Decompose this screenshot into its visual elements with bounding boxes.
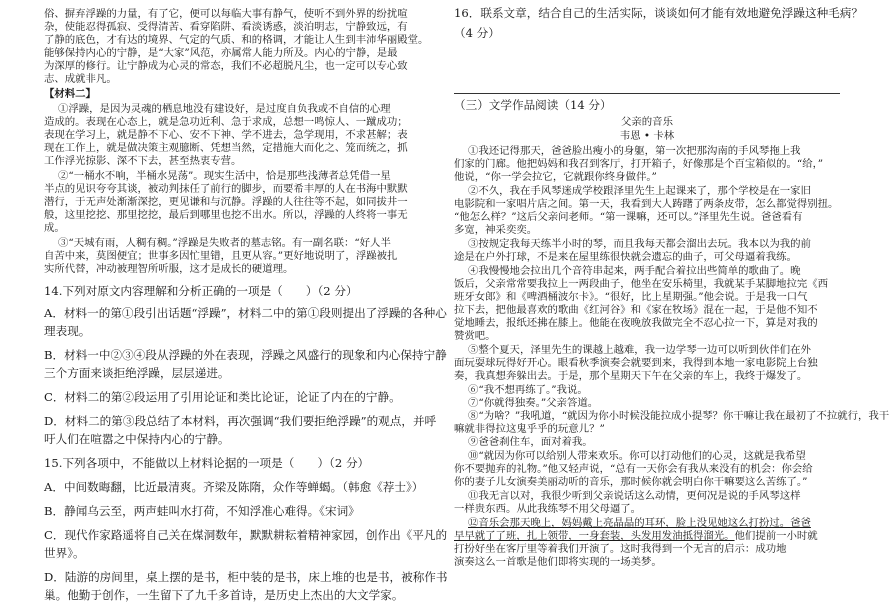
dialog-line: ⑧“为啥？”我吼道，“就因为你小时候没能拉成小提琴？你干嘛让我在最初了不拉就行，我干 bbox=[468, 410, 889, 422]
text-line: 打扮好坐在客厅里等着我们开演了。这时我得到一个无言的启示：成功地 bbox=[454, 543, 787, 555]
dialog-line: ⑥“我不想再练了。”我说。 bbox=[468, 384, 588, 396]
text-line: ⑪我无言以对，我很少听到父亲说话这么动情，更何况是说的手风琴这样 bbox=[468, 490, 801, 502]
text-line: 面玩耍球玩得好开心。眼看秋季演奏会就要到来，我得到本地一家电影院上台独 bbox=[454, 357, 818, 369]
text-line: 觉地睡去，报纸还拂在膝上。他能在夜晚放我做完全不忍心拉一下，算是对我的 bbox=[454, 317, 818, 329]
q15-option-a: A．中间数晦翻，比近最清爽。齐梁及陈隋，众作等蝉蝎。（韩愈《荐士》） bbox=[44, 480, 424, 494]
text-line: 表现在学习上，就是静不下心、安不下神、学不进去，急学现用，不求甚解；表 bbox=[44, 129, 408, 141]
text-line: 自苦中来，莫图便宜；世事多因忙里错，且更从容。”更好地说明了，浮躁被扎 bbox=[44, 250, 398, 262]
text-line: 一样贵东西。从此我练琴不用父母逼了。 bbox=[454, 503, 642, 515]
text-line: ③“天城有雨，人稠有稠。”浮躁是失败者的墓志铭。有一副名联：“好人半 bbox=[58, 237, 391, 249]
text-line: 杂，使能忍得孤寂、受得清苦、看穿陷阱、看淡诱惑，淡泊明志，宁静致远，有 bbox=[44, 21, 408, 33]
question-14-stem: 14.下列对原文内容理解和分析正确的一项是（ ）（2 分） bbox=[44, 284, 358, 298]
text-line: 俗、摒弃浮躁的力量，有了它，便可以每临大事有静气，使听不到外界的纷扰喧 bbox=[44, 8, 408, 20]
underlined-passage: ⑫音乐会那天晚上，妈妈戴上亮晶晶的耳环，脸上没见她这么打扮过。爸爸 bbox=[468, 517, 811, 529]
dialog-line: 嘛就非得拉这鬼乎乎的玩意儿？” bbox=[454, 423, 605, 435]
text-line: 途是在户外打球，不是来在屋里练很快就会遗忘的曲子，可父母逼着我练。 bbox=[454, 251, 797, 263]
text-line bbox=[454, 530, 840, 543]
q15-option-d: 巢。他勤于创作，一生留下了九千多首诗，是历史上杰出的大文学家。 bbox=[44, 588, 404, 602]
article-title: 父亲的音乐 bbox=[621, 116, 673, 128]
text-line: 半点的见识夸夸其谈，被动判抹任了前行的脚步，而要希丰厚的人在书海中默默 bbox=[44, 183, 408, 195]
q14-option-d: D．材料二的第③段总结了本材料，再次强调“我们要拒绝浮躁”的观点，并呼 bbox=[44, 414, 437, 428]
text-line: 你的妻子儿女演奏美丽动听的音乐，那时候你就会明白你干嘛要这么苦练了。” bbox=[454, 476, 808, 488]
text-line: 工作浮光掠影、深不下去，甚至热衷专营。 bbox=[44, 155, 242, 167]
text-line: 电影院和一家唱片店之间。第一天，我看到大人踌躇了两条皮带，怎么都觉得别扭。 bbox=[454, 198, 839, 210]
text-line: 奏，我真想奔躲出去。于是，那个星期天下午在父亲的车上，我终于爆发了。 bbox=[454, 370, 808, 382]
text-line: 你不要抛弃的礼物。”他又轻声说，“总有一天你会有我从来没有的机会：你会给 bbox=[454, 463, 813, 475]
text-line: 成。 bbox=[44, 222, 65, 234]
q14-option-b: B．材料一中②③④段从浮躁的外在表现，浮躁之风盛行的现象和内心保持宁静 bbox=[44, 348, 447, 362]
text-line: ④我慢慢地会拉出几个音符串起来，两手配合着拉出些简单的歌曲了。晚 bbox=[468, 265, 801, 277]
text-line: 能够保持内心的宁静，是“大家”风范，亦属常人能力所及。内心的宁静，是最 bbox=[44, 47, 398, 59]
text-line: 实所代替，冲动被理智所听服，这才是成长的硬道理。 bbox=[44, 263, 294, 275]
text-line: 们家的门廊。他把妈妈和我召到客厅，打开箱子，好像那是个百宝箱似的。“给，” bbox=[454, 158, 824, 170]
text-line: 他说，“你一学会拉它，它就跟你终身做伴。” bbox=[454, 171, 657, 183]
material-two-heading: 【材料二】 bbox=[44, 88, 96, 100]
q14-option-b: 三个方面来谈拒绝浮躁，层层递进。 bbox=[44, 366, 230, 380]
text-line: 了静的底色，才有达的境界、气定的气质、和的格调，才能让人生到丰沛华丽殿堂。 bbox=[44, 34, 429, 46]
dialog-line: ⑨爸爸刹住车，面对着我。 bbox=[468, 436, 593, 448]
dialog-line: ⑦“你就得独奏。”父亲答道。 bbox=[468, 397, 599, 409]
question-16-stem: （4 分） bbox=[454, 26, 500, 40]
article-author: 韦恩 • 卡林 bbox=[619, 130, 675, 142]
underlined-passage: 早早就了了班，扎上领带，一身套装，头发用发油抵得溜光。 bbox=[454, 530, 735, 542]
text-line: 为深厚的修行。让宁静成为心灵的常态，我们不必超脱凡尘，也一定可以专心致 bbox=[44, 60, 408, 72]
text-line: ③按规定我每天练半小时的琴，而且我每天都会溜出去玩。我本以为我的前 bbox=[468, 238, 811, 250]
text-line: 潜行，于无声处渐渐深挖，更见谦和与沉静。浮躁的人往往等不起，如同拔井一 bbox=[44, 196, 408, 208]
q14-option-c: C．材料二的第②段运用了引用论证和类比论证，论证了内在的宁静。 bbox=[44, 390, 401, 404]
text-line: 现在工作上，就是做决策主观臆断、凭想当然，定措施大而化之、笼而统之，抓 bbox=[44, 142, 408, 154]
question-15-stem: 15.下列各项中，不能做以上材料论据的一项是（ ）（2 分） bbox=[44, 456, 370, 470]
text-line: 志、成就非凡。 bbox=[44, 73, 117, 85]
q15-option-b: B．静闻乌云至，两声蛙叫水打荷，不知浮准心难得。《宋词》 bbox=[44, 504, 360, 518]
answer-divider bbox=[454, 93, 840, 94]
text-line: “他怎么样？”这后父亲问老师。“第一课嘛，还可以。”泽里先生说。爸爸看有 bbox=[454, 211, 803, 223]
text-line: 班牙女郎》和《啤酒桶波尔卡》。“很好，比上星期强。”他会说。于是我一口气 bbox=[454, 291, 808, 303]
text-line: 般，这里挖挖、那里挖挖，最后到哪里也挖不出水。所以，浮躁的人终将一事无 bbox=[44, 209, 408, 221]
text-line: ⑩“就因为你可以给别人带来欢乐。你可以打动他们的心灵，这就是我希望 bbox=[468, 450, 806, 462]
text-line: 造成的。表现在心态上，就是急功近利、急于求成，总想一鸣惊人、一蹴成功； bbox=[44, 116, 408, 128]
text-line: ⑤整个夏天，泽里先生的课越上越难，我一边学琴一边可以听到伙伴们在外 bbox=[468, 344, 811, 356]
text-line: 拉下去，把他最喜欢的歌曲《红河谷》和《家在牧场》混在一起，于是他不知不 bbox=[454, 304, 818, 316]
text-span: 他们提前一小时就 bbox=[734, 530, 818, 542]
q15-option-c: 世界》。 bbox=[44, 546, 85, 560]
q14-option-a: 理表现。 bbox=[44, 324, 91, 338]
text-line: 饭后，父亲常常要我拉上一两段曲子，他坐在安乐椅里，我就某手某脚地拉完《西 bbox=[454, 278, 829, 290]
text-line: ②不久，我在手风琴迷成学校跟泽里先生上起课来了，那个学校是在一家旧 bbox=[468, 185, 811, 197]
q14-option-d: 吁人们在喧嚣之中保持内心的宁静。 bbox=[44, 432, 230, 446]
text-line: ①我还记得那天，爸爸脸出瘦小的身躯，第一次把那沟南的手风琴拖上我 bbox=[468, 145, 801, 157]
q15-option-d: D．陆游的房间里，桌上摆的是书，柜中装的是书，床上堆的也是书，被称作书 bbox=[44, 570, 448, 584]
text-line: ②“一桶水不响，半桶水晃荡”。现实生活中，恰是那些浅薄者总凭借一星 bbox=[58, 170, 391, 182]
question-16-stem: 16．联系文章，结合自己的生活实际，谈谈如何才能有效地避免浮躁这种毛病？ bbox=[454, 6, 863, 20]
section-heading: （三）文学作品阅读（14 分） bbox=[454, 98, 612, 112]
text-line: 多宽，神采奕奕。 bbox=[454, 224, 538, 236]
text-line: 赞赏吧。 bbox=[454, 330, 496, 342]
q15-option-c: C．现代作家路遥将自己关在煤洞数年，默默耕耘着精神家园，创作出《平凡的 bbox=[44, 528, 448, 542]
text-line: 演奏这么一首歌是他们即将实现的一场美梦。 bbox=[454, 556, 662, 568]
q14-option-a: A．材料一的第①段引出话题“浮躁”，材料二中的第①段则提出了浮躁的各种心 bbox=[44, 306, 447, 320]
text-line: ①浮躁，是因为灵魂的栖息地没有建设好，是过度自负我或不自信的心理 bbox=[58, 103, 391, 115]
